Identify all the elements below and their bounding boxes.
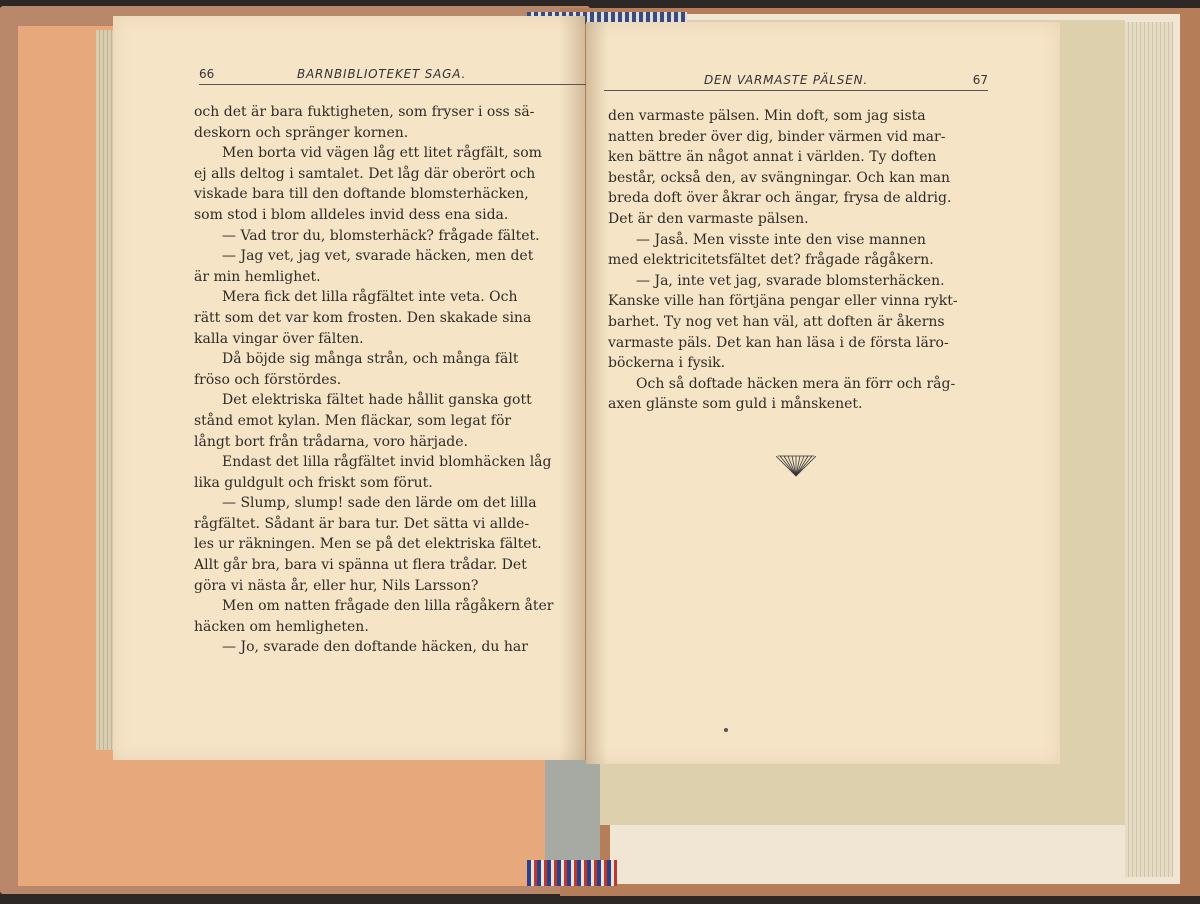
- right-page: [586, 22, 1060, 764]
- left-page: [113, 16, 585, 760]
- text-line: Kanske ville han förtjäna pengar eller vinna rykt-: [608, 293, 958, 310]
- text-line: göra vi nästa år, eller hur, Nils Larsson?: [194, 577, 479, 594]
- text-line: består, också den, av svängningar. Och kan man: [608, 169, 951, 186]
- running-head: BARNBIBLIOTEKET SAGA.: [297, 67, 467, 81]
- text-line: Det elektriska fältet hade hållit ganska gott: [222, 392, 532, 409]
- page-edges-right: [1125, 22, 1173, 877]
- text-line: breda doft över åkrar och ängar, frysa de aldrig.: [608, 190, 952, 207]
- text-line: häcken om hemligheten.: [194, 618, 369, 635]
- text-line: Men borta vid vägen låg ett litet rågfält, som: [222, 145, 542, 162]
- text-line: deskorn och spränger kornen.: [194, 124, 409, 141]
- text-line: ej alls deltog i samtalet. Det låg där oberört och: [194, 165, 536, 182]
- text-line: Endast det lilla rågfältet invid blomhäcken låg: [222, 454, 552, 471]
- page-number: 66: [199, 67, 215, 81]
- text-line: den varmaste pälsen. Min doft, som jag sista: [608, 108, 926, 124]
- text-line: les ur räkningen. Men se på det elektriska fältet.: [194, 536, 542, 553]
- spine-tailband: [527, 860, 617, 886]
- text-line: — Ja, inte vet jag, svarade blomsterhäcken.: [636, 272, 945, 289]
- text-line: böckerna i fysik.: [608, 355, 726, 372]
- text-line: långt bort från trådarna, voro härjade.: [194, 433, 469, 450]
- text-line: Då böjde sig många strån, och många fält: [222, 351, 519, 368]
- left-page-text: [194, 102, 570, 658]
- text-line: Men om natten frågade den lilla rågåkern åter: [222, 598, 554, 615]
- spine-lining: [545, 760, 600, 870]
- text-line: axen glänste som guld i månskenet.: [608, 396, 863, 413]
- text-line: lika guldgult och friskt som förut.: [194, 474, 433, 491]
- text-line: är min hemlighet.: [194, 268, 321, 285]
- text-line: Mera fick det lilla rågfältet inte veta. Och: [222, 289, 518, 306]
- text-line: — Slump, slump! sade den lärde om det lilla: [222, 495, 537, 512]
- text-line: Allt går bra, bara vi spänna ut flera trådar. Det: [194, 557, 527, 574]
- text-line: ken bättre än något annat i världen. Ty doften: [608, 149, 937, 166]
- text-line: natten breder över dig, binder värmen vid mar-: [608, 128, 946, 145]
- page-mark: [724, 728, 728, 732]
- text-line: som stod i blom alldeles invid dess ena sida.: [194, 206, 509, 223]
- text-line: rågfältet. Sådant är bara tur. Det sätta vi allde-: [194, 515, 530, 532]
- text-line: Och så doftade häcken mera än förr och råg-: [636, 375, 956, 392]
- text-line: varmaste päls. Det kan han läsa i de första läro-: [608, 334, 949, 351]
- right-page-text: [608, 106, 980, 415]
- text-line: rätt som det var kom frosten. Den skakade sina: [194, 309, 532, 326]
- sunburst-ornament-icon: [776, 454, 816, 480]
- text-line: Det är den varmaste pälsen.: [608, 210, 809, 227]
- right-page-header: [604, 68, 988, 91]
- text-line: — Jaså. Men visste inte den vise mannen: [636, 231, 926, 248]
- text-line: — Vad tror du, blomsterhäck? frågade fältet.: [222, 227, 540, 244]
- text-line: — Jag vet, jag vet, svarade häcken, men det: [222, 248, 534, 265]
- text-line: med elektricitetsfältet det? frågade rågåkern.: [608, 252, 934, 269]
- text-line: kalla vingar över fälten.: [194, 330, 364, 347]
- page-number: 67: [972, 73, 988, 87]
- text-line: viskade bara till den doftande blomsterhäcken,: [194, 186, 529, 203]
- running-head: DEN VARMASTE PÄLSEN.: [704, 73, 868, 87]
- text-line: stånd emot kylan. Men fläckar, som legat för: [194, 412, 512, 429]
- text-line: och det är bara fuktigheten, som fryser i oss sä-: [194, 104, 535, 120]
- text-line: barhet. Ty nog vet han väl, att doften är åkerns: [608, 313, 945, 330]
- left-page-header: [199, 62, 587, 85]
- text-line: fröso och förstördes.: [194, 371, 342, 388]
- text-line: — Jo, svarade den doftande häcken, du har: [222, 639, 528, 656]
